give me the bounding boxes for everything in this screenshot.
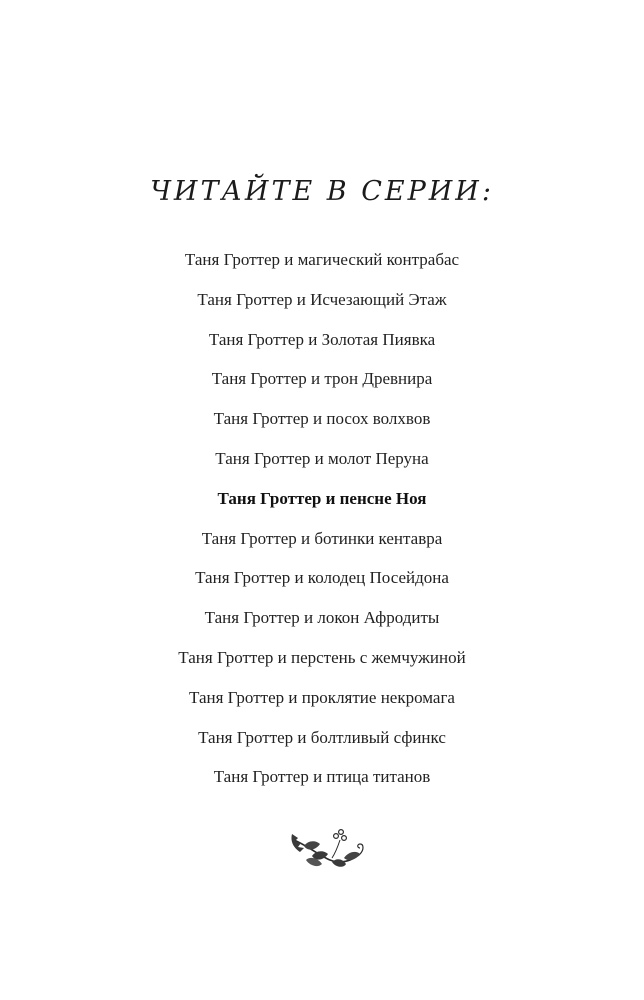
book-title: Таня Гроттер и проклятие некромага bbox=[189, 687, 455, 707]
series-heading: ЧИТАЙТЕ В СЕРИИ: bbox=[150, 176, 494, 207]
book-title: Таня Гроттер и болтливый сфинкс bbox=[198, 727, 446, 747]
book-title: Таня Гроттер и перстень с жемчужиной bbox=[178, 647, 466, 667]
book-title: Таня Гроттер и магический контрабас bbox=[184, 250, 460, 269]
book-title-current: Таня Гроттер и пенсне Ноя bbox=[217, 488, 427, 508]
book-title: Таня Гроттер и молот Перуна bbox=[215, 448, 429, 468]
book-title: Таня Гроттер и локон Афродиты bbox=[204, 608, 440, 628]
book-title: Таня Гроттер и Исчезающий Этаж bbox=[197, 289, 447, 309]
book-title: Таня Гроттер и Золотая Пиявка bbox=[208, 329, 436, 349]
book-title: Таня Гроттер и колодец Посейдона bbox=[195, 568, 449, 588]
holly-sprig-icon bbox=[286, 826, 366, 870]
book-title: Таня Гроттер и ботинки кентавра bbox=[201, 528, 443, 548]
book-title: Таня Гроттер и посох волхвов bbox=[213, 409, 431, 429]
book-title: Таня Гроттер и трон Древнира bbox=[211, 369, 433, 389]
series-book-list bbox=[0, 240, 644, 797]
book-title: Таня Гроттер и птица титанов bbox=[213, 767, 431, 787]
